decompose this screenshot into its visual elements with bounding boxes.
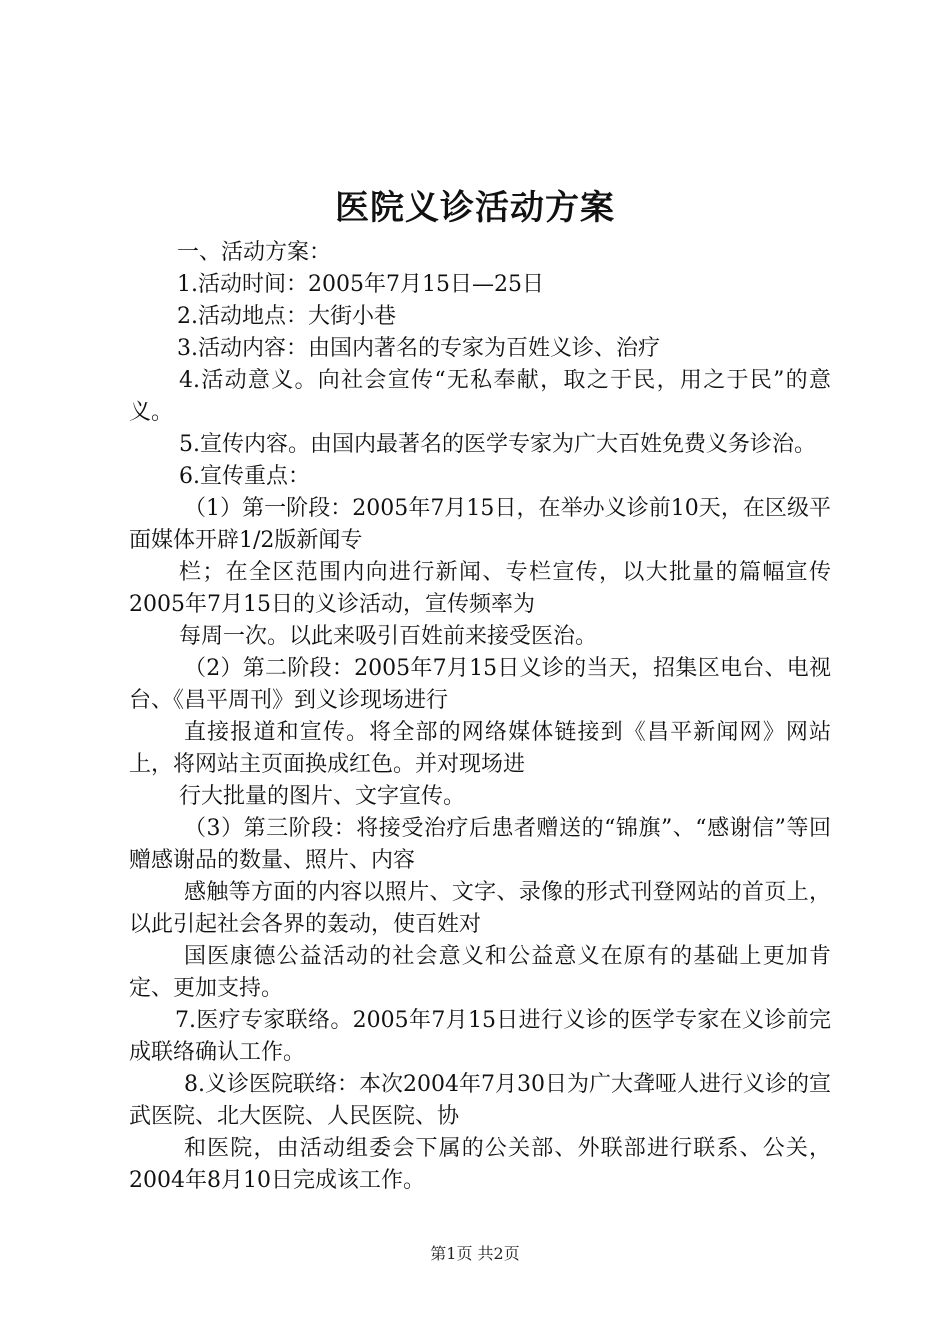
- paragraph-section-heading: 一、活动方案：: [177, 240, 332, 265]
- paragraph-phase-two: （2）第二阶段：2005年7月15日义诊的当天，招集区电台、电视台、《昌平周刊》到义诊现场进行: [129, 656, 831, 713]
- paragraph-activity-significance: 4.活动意义。向社会宣传“无私奉献，取之于民，用之于民”的意义。: [129, 368, 831, 425]
- paragraph-activity-time: 1.活动时间：2005年7月15日—25日: [177, 272, 544, 297]
- paragraph-phase-three-cont-2: 国医康德公益活动的社会意义和公益意义在原有的基础上更加肯定、更加支持。: [129, 944, 831, 1001]
- document-body: [129, 237, 831, 1197]
- paragraph-hospital-contact-cont: 和医院，由活动组委会下属的公关部、外联部进行联系、公关，2004年8月10日完成该工作。: [129, 1136, 831, 1193]
- page-footer: 第1页 共2页: [430, 1244, 520, 1263]
- paragraph-phase-two-cont-1: 直接报道和宣传。将全部的网络媒体链接到《昌平新闻网》网站上，将网站主页面换成红色。并对现场进: [129, 720, 831, 777]
- document-title: 医院义诊活动方案: [335, 188, 615, 228]
- paragraph-activity-content: 3.活动内容：由国内著名的专家为百姓义诊、治疗: [177, 336, 660, 361]
- paragraph-phase-one: （1）第一阶段：2005年7月15日，在举办义诊前10天，在区级平面媒体开辟1/2版新闻专: [129, 496, 831, 553]
- paragraph-expert-contact: 7.医疗专家联络。2005年7月15日进行义诊的医学专家在义诊前完成联络确认工作。: [129, 1008, 831, 1065]
- paragraph-phase-two-cont-2: 行大批量的图片、文字宣传。: [179, 784, 466, 809]
- paragraph-activity-location: 2.活动地点：大街小巷: [177, 304, 396, 329]
- paragraph-phase-three-cont-1: 感触等方面的内容以照片、文字、录像的形式刊登网站的首页上，以此引起社会各界的轰动，使百姓对: [129, 880, 831, 937]
- paragraph-hospital-contact: 8.义诊医院联络：本次2004年7月30日为广大聋哑人进行义诊的宣武医院、北大医院、人民医院、协: [129, 1072, 831, 1129]
- paragraph-publicity-content: 5.宣传内容。由国内最著名的医学专家为广大百姓免费义务诊治。: [179, 432, 816, 457]
- paragraph-phase-one-cont-2: 每周一次。以此来吸引百姓前来接受医治。: [179, 624, 598, 649]
- paragraph-phase-three: （3）第三阶段：将接受治疗后患者赠送的“锦旗”、“感谢信”等回赠感谢品的数量、照片、内容: [129, 816, 831, 873]
- paragraph-publicity-focus: 6.宣传重点：: [179, 464, 310, 489]
- paragraph-phase-one-cont-1: 栏；在全区范围内向进行新闻、专栏宣传，以大批量的篇幅宣传2005年7月15日的义诊活动，宣传频率为: [129, 560, 831, 617]
